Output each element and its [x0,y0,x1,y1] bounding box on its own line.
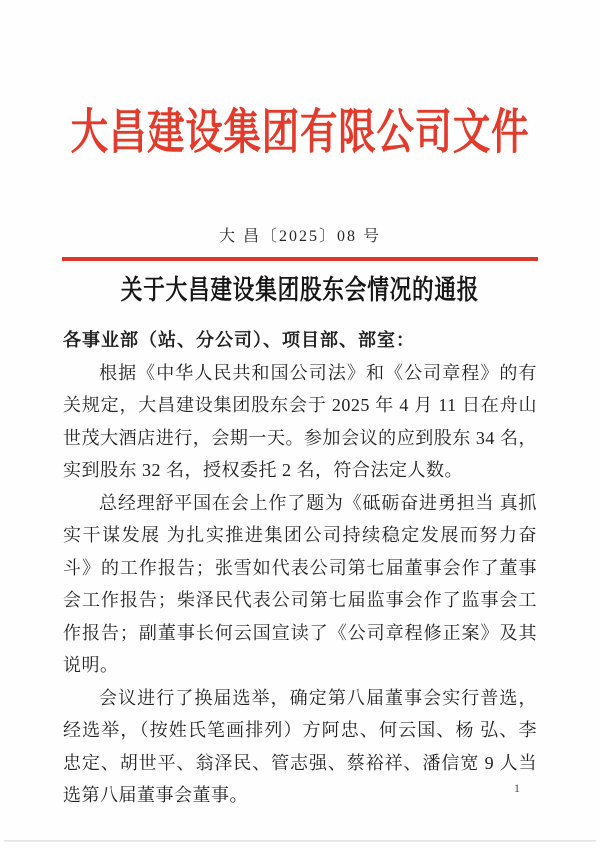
page-number: 1 [514,781,520,795]
body-paragraph-1: 根据《中华人民共和国公司法》和《公司章程》的有关规定，大昌建设集团股东会于 2025 年 4 月 11 日在舟山世茂大酒店进行，会期一天。参加会议的应到股东 34 名，实到股东 32 名，授权委托 2 名，符合法定人数。 [63,362,537,480]
document-number: 大 昌〔2025〕08 号 [218,228,381,245]
document-title-text: 关于大昌建设集团股东会情况的通报 [120,275,480,305]
scan-edge-artifact-line [4,840,596,842]
document-title [0,271,600,309]
body-paragraph-3: 会议进行了换届选举，确定第八届董事会实行普选，经选举，（按姓氏笔画排列）方阿忠、何云国、杨 弘、李忠定、胡世平、翁泽民、管志强、蔡裕祥、潘信宽 9 人当选第八届董事会董事。 [63,687,537,805]
red-divider-rule [62,257,538,261]
letterhead-org-title-text: 大昌建设集团有限公司文件 [70,106,530,159]
document-body [63,324,537,812]
letterhead-org-title [0,103,600,163]
body-paragraph-2: 总经理舒平国在会上作了题为《砥砺奋进勇担当 真抓实干谋发展 为扎实推进集团公司持续稳定发展而努力奋斗》的工作报告；张雪如代表公司第七届董事会作了董事会工作报告；柴泽民代表公司第七届监事会作了监事会工作报告；副董事长何云国宣读了《公司章程修正案》及其说明。 [63,492,537,675]
salutation-line: 各事业部（站、分公司）、项目部、部室： [63,330,415,350]
